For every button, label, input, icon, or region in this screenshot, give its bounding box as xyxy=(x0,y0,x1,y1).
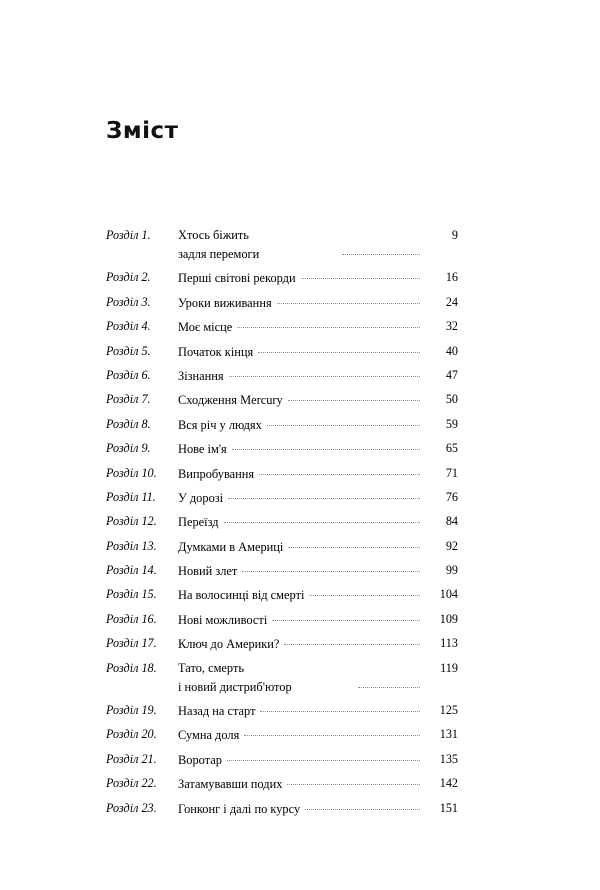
toc-entry-body xyxy=(178,344,424,360)
toc-entry-body xyxy=(178,417,424,433)
toc-entry-body xyxy=(178,270,424,286)
toc-page-number: 24 xyxy=(445,294,458,309)
toc-entry-title: Новий злет xyxy=(178,564,238,579)
toc-entry-body xyxy=(178,368,424,384)
toc-entry[interactable] xyxy=(106,295,458,311)
toc-list xyxy=(106,228,458,825)
toc-entry[interactable] xyxy=(106,441,458,457)
toc-entry-body xyxy=(178,752,424,768)
toc-entry[interactable] xyxy=(106,228,458,262)
toc-chapter-number: Розділ 10. xyxy=(106,465,157,480)
toc-entry-title: Початок кінця xyxy=(178,344,254,359)
toc-chapter-number: Розділ 22. xyxy=(106,776,157,791)
toc-entry[interactable] xyxy=(106,776,458,792)
toc-page-number: 9 xyxy=(451,228,458,242)
toc-leader-dots xyxy=(227,749,420,761)
toc-entry-title: Випробування xyxy=(178,466,255,481)
toc-chapter-number: Розділ 3. xyxy=(106,294,151,309)
toc-leader-dots xyxy=(305,798,420,810)
toc-page-number: 109 xyxy=(439,611,458,626)
toc-entry[interactable] xyxy=(106,612,458,628)
toc-entry-title: Тато, смерть xyxy=(178,660,245,675)
toc-entry[interactable] xyxy=(106,270,458,286)
toc-entry-title: Хтось біжить xyxy=(178,228,249,242)
toc-leader-dots xyxy=(288,389,420,401)
toc-chapter-number: Розділ 8. xyxy=(106,416,151,431)
toc-chapter-number: Розділ 14. xyxy=(106,563,157,578)
toc-page-number: 50 xyxy=(445,392,458,407)
toc-entry[interactable] xyxy=(106,319,458,335)
toc-page-number: 135 xyxy=(439,751,458,766)
toc-chapter-number: Розділ 19. xyxy=(106,703,157,718)
toc-entry-body xyxy=(178,514,424,530)
toc-entry-title: Переїзд xyxy=(178,515,219,530)
toc-chapter-number: Розділ 12. xyxy=(106,514,157,529)
toc-leader-dots xyxy=(358,676,420,688)
toc-page-number: 76 xyxy=(445,489,458,504)
toc-chapter-number: Розділ 21. xyxy=(106,751,157,766)
toc-entry-body xyxy=(178,587,424,603)
toc-entry[interactable] xyxy=(106,752,458,768)
toc-chapter-number: Розділ 13. xyxy=(106,538,157,553)
toc-entry-title: Нові можливості xyxy=(178,612,268,627)
toc-entry[interactable] xyxy=(106,490,458,506)
toc-leader-dots xyxy=(229,365,420,377)
toc-entry-body xyxy=(178,295,424,311)
toc-entry-title: Сходження Mercury xyxy=(178,393,283,408)
toc-entry-title: Уроки виживання xyxy=(178,295,272,310)
toc-entry[interactable] xyxy=(106,514,458,530)
toc-leader-dots xyxy=(267,414,420,426)
toc-page-number: 16 xyxy=(445,270,458,285)
toc-entry[interactable] xyxy=(106,563,458,579)
toc-entry-title-continued: задля перемоги xyxy=(178,247,260,261)
toc-entry[interactable] xyxy=(106,392,458,408)
toc-chapter-number: Розділ 7. xyxy=(106,392,151,407)
toc-page-number: 125 xyxy=(439,703,458,718)
toc-entry-body xyxy=(178,539,424,555)
toc-page-number: 32 xyxy=(445,319,458,334)
toc-page-number: 131 xyxy=(439,727,458,742)
toc-entry[interactable] xyxy=(106,344,458,360)
toc-entry-title-continued: і новий дистриб'ютор xyxy=(178,679,292,694)
toc-leader-dots xyxy=(242,560,420,572)
toc-page-number: 119 xyxy=(440,660,458,675)
toc-chapter-number: Розділ 15. xyxy=(106,587,157,602)
toc-leader-dots xyxy=(228,487,420,499)
toc-chapter-number: Розділ 6. xyxy=(106,367,151,382)
toc-chapter-number: Розділ 17. xyxy=(106,636,157,651)
toc-entry[interactable] xyxy=(106,727,458,743)
toc-entry-title: Думками в Америці xyxy=(178,539,284,554)
toc-page-number: 142 xyxy=(439,776,458,791)
toc-entry-title: Моє місце xyxy=(178,320,233,335)
toc-entry-body xyxy=(178,612,424,628)
toc-chapter-number: Розділ 1. xyxy=(106,228,151,242)
toc-leader-dots xyxy=(272,609,420,621)
toc-chapter-number: Розділ 4. xyxy=(106,319,151,334)
toc-entry-title: Ключ до Америки? xyxy=(178,637,280,652)
toc-page-number: 40 xyxy=(445,343,458,358)
toc-entry[interactable] xyxy=(106,636,458,652)
toc-entry-body xyxy=(178,801,424,817)
toc-entry-body xyxy=(178,727,424,743)
toc-chapter-number: Розділ 20. xyxy=(106,727,157,742)
toc-leader-dots xyxy=(309,584,420,596)
page-title: Зміст xyxy=(106,118,179,144)
toc-page-number: 104 xyxy=(439,587,458,602)
toc-entry-body xyxy=(178,228,424,262)
toc-leader-dots xyxy=(237,316,420,328)
toc-entry-title: Воротар xyxy=(178,752,222,767)
toc-entry-body xyxy=(178,392,424,408)
toc-entry-body xyxy=(178,490,424,506)
toc-entry-title: Вся річ у людях xyxy=(178,417,262,432)
toc-leader-dots xyxy=(258,341,420,353)
toc-entry-title: Гонконг і далі по курсу xyxy=(178,801,301,816)
toc-leader-dots xyxy=(260,700,420,712)
toc-chapter-number: Розділ 18. xyxy=(106,660,157,675)
toc-leader-dots xyxy=(288,536,420,548)
toc-entry-title: Назад на старт xyxy=(178,704,256,719)
toc-page-number: 113 xyxy=(440,636,458,651)
toc-leader-dots xyxy=(277,292,420,304)
toc-entry[interactable] xyxy=(106,703,458,719)
toc-entry-body xyxy=(178,441,424,457)
toc-entry-title: Нове ім'я xyxy=(178,442,227,457)
toc-leader-dots xyxy=(342,243,420,255)
toc-page-number: 47 xyxy=(445,367,458,382)
toc-page-number: 65 xyxy=(445,441,458,456)
toc-leader-dots xyxy=(287,773,420,785)
toc-chapter-number: Розділ 11. xyxy=(106,489,156,504)
toc-entry-body xyxy=(178,466,424,482)
toc-entry-title: У дорозі xyxy=(178,490,224,505)
toc-entry-body xyxy=(178,319,424,335)
toc-entry-title: Зізнання xyxy=(178,368,224,383)
toc-page-number: 92 xyxy=(445,538,458,553)
toc-entry-title: Затамувавши подих xyxy=(178,777,283,792)
toc-leader-dots xyxy=(284,633,420,645)
toc-page-number: 84 xyxy=(445,514,458,529)
toc-chapter-number: Розділ 23. xyxy=(106,800,157,815)
toc-chapter-number: Розділ 16. xyxy=(106,611,157,626)
toc-entry-body xyxy=(178,563,424,579)
toc-entry-title: Перші світові рекорди xyxy=(178,271,296,286)
toc-entry[interactable] xyxy=(106,417,458,433)
toc-chapter-number: Розділ 2. xyxy=(106,270,151,285)
toc-entry[interactable] xyxy=(106,661,458,695)
toc-entry-body xyxy=(178,776,424,792)
toc-entry-body xyxy=(178,703,424,719)
toc-leader-dots xyxy=(301,267,420,279)
toc-chapter-number: Розділ 5. xyxy=(106,343,151,358)
toc-entry[interactable] xyxy=(106,368,458,384)
toc-leader-dots xyxy=(244,724,420,736)
toc-entry-title: На волосинці від смерті xyxy=(178,588,305,603)
toc-page-number: 99 xyxy=(445,563,458,578)
toc-page-number: 59 xyxy=(445,416,458,431)
toc-leader-dots xyxy=(259,463,420,475)
toc-entry[interactable] xyxy=(106,801,458,817)
toc-entry[interactable] xyxy=(106,466,458,482)
toc-entry[interactable] xyxy=(106,587,458,603)
toc-entry-body xyxy=(178,636,424,652)
toc-entry-title: Сумна доля xyxy=(178,728,240,743)
toc-leader-dots xyxy=(232,438,420,450)
toc-entry-body xyxy=(178,661,424,695)
toc-page-number: 71 xyxy=(445,465,458,480)
toc-chapter-number: Розділ 9. xyxy=(106,441,151,456)
toc-page-number: 151 xyxy=(439,800,458,815)
toc-entry[interactable] xyxy=(106,539,458,555)
toc-leader-dots xyxy=(224,511,420,523)
